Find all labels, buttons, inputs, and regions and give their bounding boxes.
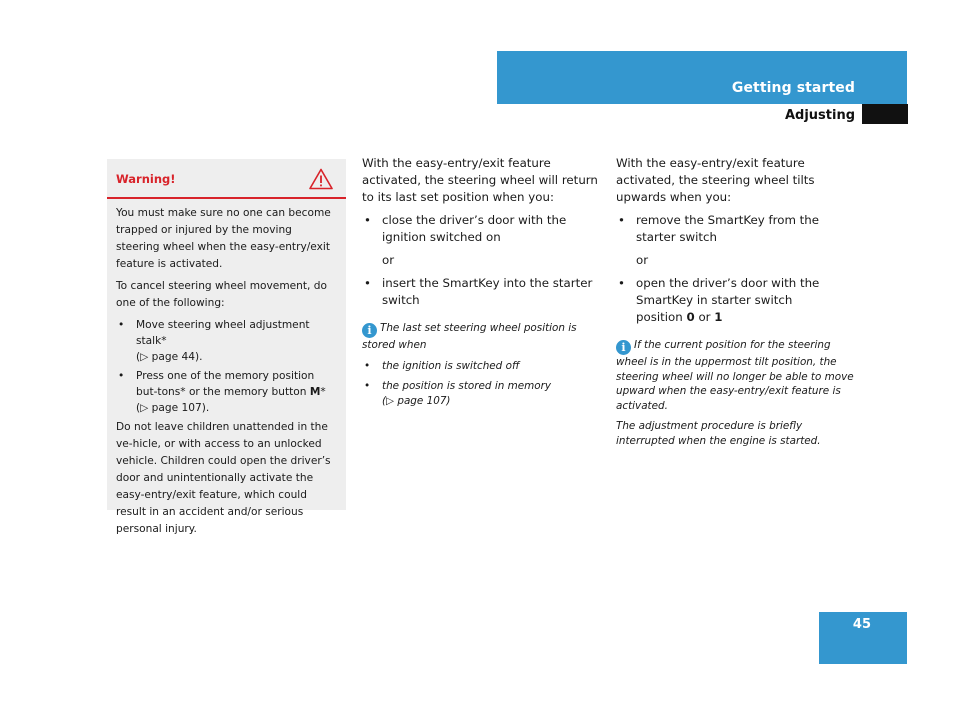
page-number: 45 bbox=[852, 617, 871, 632]
section-tab-marker bbox=[862, 104, 908, 124]
list-item bbox=[362, 379, 602, 408]
list-item bbox=[616, 212, 860, 246]
bullet: • bbox=[118, 370, 125, 382]
list-item-text: close the driver’s door with the ignition switched on bbox=[382, 213, 567, 244]
or-separator: or bbox=[382, 253, 395, 267]
warning-box bbox=[107, 159, 346, 535]
bullet: • bbox=[364, 213, 371, 227]
warning-triangle-icon bbox=[309, 168, 333, 190]
warning-paragraph: You must make sure no one can become trapped or injured by the moving steering wheel when the easy-entry/exit feature is activated. bbox=[116, 207, 331, 270]
section-title: Getting started bbox=[731, 80, 855, 96]
bullet: • bbox=[364, 276, 371, 290]
list-item bbox=[616, 275, 860, 326]
warning-list bbox=[116, 317, 337, 416]
list-item bbox=[362, 275, 602, 309]
info-note bbox=[362, 321, 602, 408]
page-number-box bbox=[819, 612, 907, 664]
bullet: • bbox=[618, 213, 625, 227]
column-intro: With the easy-entry/exit feature activated, the steering wheel tilts upwards when you: bbox=[616, 156, 815, 204]
text-column-middle bbox=[362, 155, 602, 414]
page-reference: (▷ page 107) bbox=[382, 394, 451, 407]
condition-list bbox=[616, 275, 860, 326]
key-position-0: 0 bbox=[686, 310, 695, 324]
subsection-title: Adjusting bbox=[784, 108, 855, 123]
note-text: The last set steering wheel position is stored when bbox=[362, 322, 577, 351]
or-word: or bbox=[698, 310, 711, 324]
list-item-text: the position is stored in memory bbox=[382, 380, 552, 392]
bullet: • bbox=[364, 380, 371, 392]
info-note bbox=[616, 338, 860, 448]
list-item-text: open the driver’s door with the SmartKey in starter switch bbox=[636, 276, 820, 307]
note-list bbox=[362, 359, 602, 409]
warning-paragraph: To cancel steering wheel movement, do one of the following: bbox=[116, 280, 327, 309]
warning-paragraph: Do not leave children unattended in the ve-hicle, or with access to an unlocked vehicle. Children could open the driver’s door and unintentionally activate the easy-entry/exit feature, which could result in an accident and/or serious personal injury. bbox=[116, 421, 331, 535]
bullet: • bbox=[618, 276, 625, 290]
condition-list bbox=[616, 212, 860, 246]
section-header-bar bbox=[497, 51, 907, 104]
warning-body bbox=[107, 199, 346, 538]
key-position-1: 1 bbox=[714, 310, 723, 324]
position-label: position bbox=[636, 310, 683, 324]
list-item-text: Press one of the memory position but-tons* or the memory button bbox=[136, 370, 315, 398]
bullet: • bbox=[364, 359, 371, 372]
warning-title: Warning! bbox=[116, 172, 176, 186]
page-reference: (▷ page 107). bbox=[136, 402, 210, 414]
condition-list bbox=[362, 275, 602, 309]
info-icon: i bbox=[362, 323, 377, 338]
list-item-text: remove the SmartKey from the starter switch bbox=[636, 213, 820, 244]
list-item-text: insert the SmartKey into the starter switch bbox=[382, 276, 593, 307]
list-item bbox=[116, 368, 337, 416]
note-text: If the current position for the steering wheel is in the uppermost tilt position, the steering wheel will no longer be able to move upward when the easy-entry/exit feature is activated. bbox=[616, 339, 854, 412]
optional-star: * bbox=[320, 386, 326, 398]
list-item bbox=[362, 212, 602, 246]
page-reference: (▷ page 44). bbox=[136, 351, 203, 363]
list-item bbox=[116, 317, 337, 365]
warning-header bbox=[107, 159, 346, 199]
memory-button-label: M bbox=[309, 386, 321, 398]
list-item-text: Move steering wheel adjustment stalk* bbox=[136, 319, 310, 347]
note-text: The adjustment procedure is briefly interrupted when the engine is started. bbox=[616, 420, 821, 447]
bullet: • bbox=[118, 319, 125, 331]
or-separator: or bbox=[636, 253, 649, 267]
text-column-right bbox=[616, 155, 860, 448]
list-item-text: the ignition is switched off bbox=[382, 359, 520, 372]
list-item bbox=[362, 359, 602, 374]
info-icon: i bbox=[616, 340, 631, 355]
column-intro: With the easy-entry/exit feature activated, the steering wheel will return to its last set position when you: bbox=[362, 156, 598, 204]
condition-list bbox=[362, 212, 602, 246]
